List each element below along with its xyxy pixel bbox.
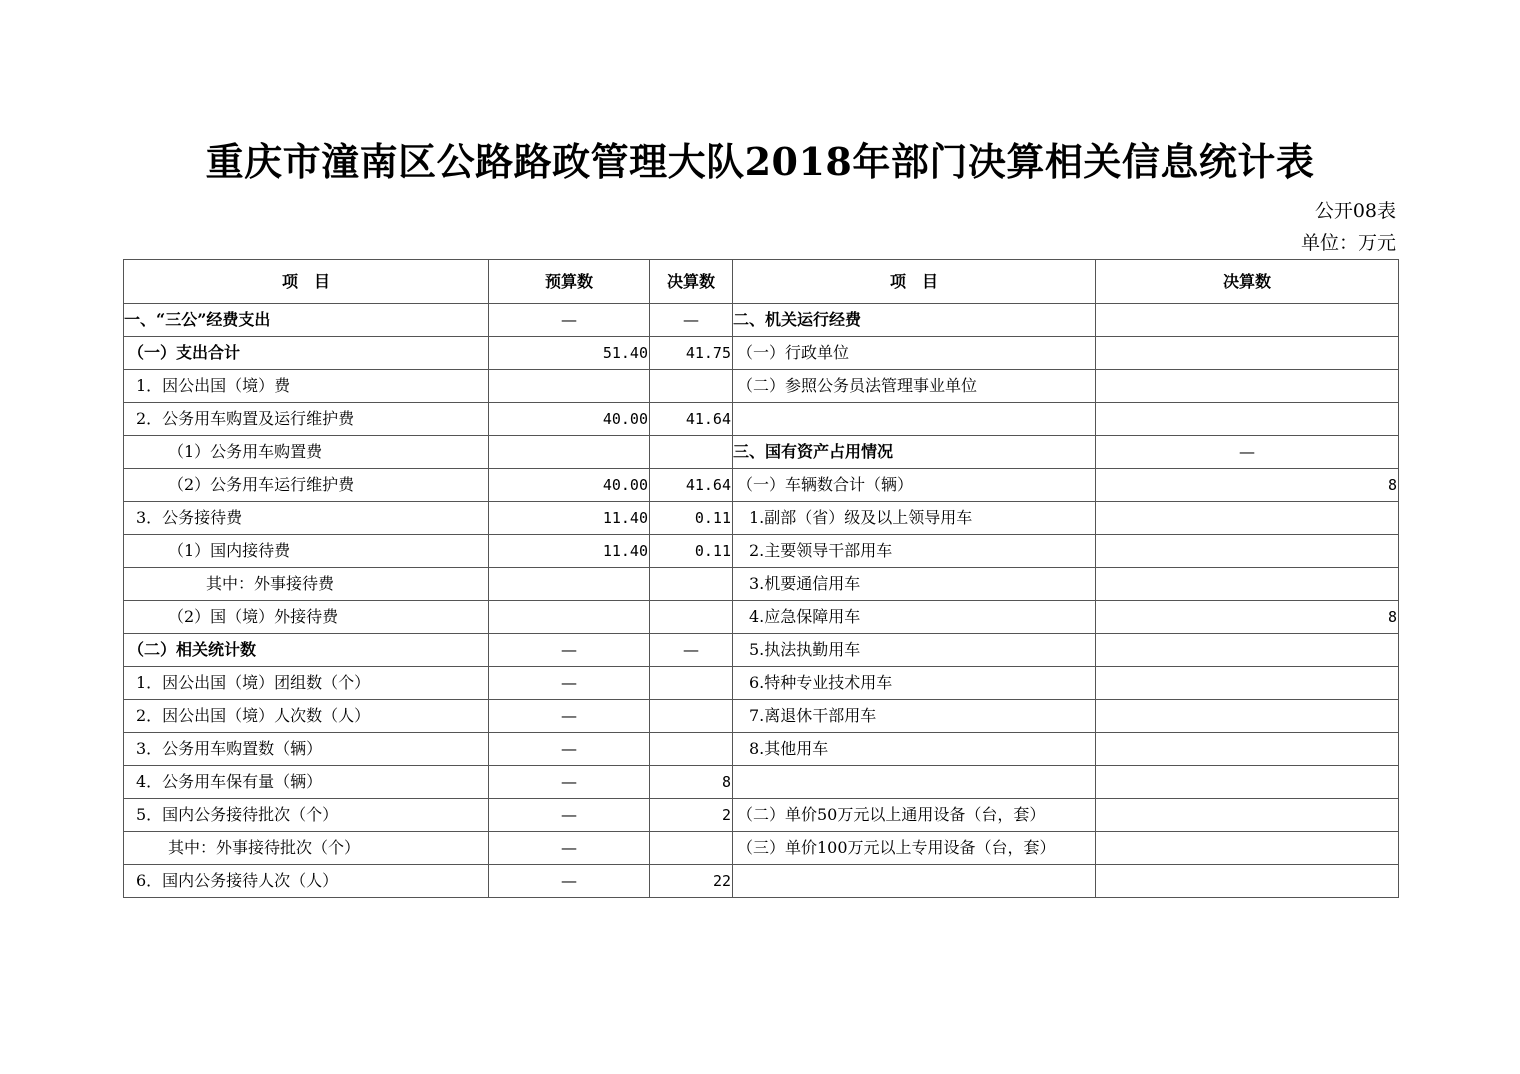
right-actual-cell: [1096, 766, 1399, 799]
table-row: [124, 832, 1399, 865]
left-item-cell: （2）国（境）外接待费: [124, 601, 489, 634]
right-item-cell: 1.副部（省）级及以上领导用车: [733, 502, 1096, 535]
left-item-cell: 3．公务接待费: [124, 502, 489, 535]
header-budget: 预算数: [489, 260, 650, 304]
right-actual-cell: —: [1096, 436, 1399, 469]
table-row: [124, 568, 1399, 601]
header-actual-left: 决算数: [650, 260, 733, 304]
budget-cell: 40.00: [489, 469, 650, 502]
budget-cell: —: [489, 733, 650, 766]
right-actual-cell: [1096, 667, 1399, 700]
budget-cell: —: [489, 304, 650, 337]
right-item-cell: [733, 766, 1096, 799]
table-row: [124, 304, 1399, 337]
budget-cell: 11.40: [489, 502, 650, 535]
table-row: [124, 667, 1399, 700]
actual-cell: [650, 568, 733, 601]
right-actual-cell: [1096, 634, 1399, 667]
budget-cell: [489, 568, 650, 601]
table-row: [124, 733, 1399, 766]
table-row: [124, 535, 1399, 568]
actual-cell: 0.11: [650, 502, 733, 535]
actual-cell: 41.64: [650, 469, 733, 502]
right-actual-cell: [1096, 403, 1399, 436]
left-item-cell: 5．国内公务接待批次（个）: [124, 799, 489, 832]
left-item-cell: （2）公务用车运行维护费: [124, 469, 489, 502]
right-actual-cell: [1096, 700, 1399, 733]
actual-cell: —: [650, 304, 733, 337]
header-actual-right: 决算数: [1096, 260, 1399, 304]
right-item-cell: 三、国有资产占用情况: [733, 436, 1096, 469]
budget-cell: —: [489, 865, 650, 898]
actual-cell: [650, 733, 733, 766]
budget-cell: 11.40: [489, 535, 650, 568]
table-row: [124, 799, 1399, 832]
budget-cell: —: [489, 799, 650, 832]
right-actual-cell: 8: [1096, 601, 1399, 634]
table-row: [124, 865, 1399, 898]
right-item-cell: （一）行政单位: [733, 337, 1096, 370]
actual-cell: 41.64: [650, 403, 733, 436]
right-item-cell: 2.主要领导干部用车: [733, 535, 1096, 568]
table-header-row: [124, 260, 1399, 304]
left-item-cell: 1．因公出国（境）团组数（个）: [124, 667, 489, 700]
right-actual-cell: [1096, 832, 1399, 865]
page-title: 重庆市潼南区公路路政管理大队2018年部门决算相关信息统计表: [205, 139, 1315, 184]
actual-cell: 41.75: [650, 337, 733, 370]
left-item-cell: 1．因公出国（境）费: [124, 370, 489, 403]
right-actual-cell: [1096, 337, 1399, 370]
budget-cell: —: [489, 766, 650, 799]
left-item-cell: （1）公务用车购置费: [124, 436, 489, 469]
right-item-cell: [733, 865, 1096, 898]
actual-cell: 22: [650, 865, 733, 898]
table-row: [124, 502, 1399, 535]
header-item-right: 项 目: [733, 260, 1096, 304]
right-item-cell: 4.应急保障用车: [733, 601, 1096, 634]
table-row: [124, 436, 1399, 469]
left-item-cell: 其中：外事接待费: [124, 568, 489, 601]
right-actual-cell: [1096, 502, 1399, 535]
budget-cell: [489, 601, 650, 634]
left-item-cell: （1）国内接待费: [124, 535, 489, 568]
actual-cell: —: [650, 634, 733, 667]
table-row: [124, 601, 1399, 634]
left-item-cell: 一、“三公”经费支出: [124, 304, 489, 337]
actual-cell: 2: [650, 799, 733, 832]
budget-cell: —: [489, 700, 650, 733]
actual-cell: 8: [650, 766, 733, 799]
left-item-cell: 3．公务用车购置数（辆）: [124, 733, 489, 766]
table-row: [124, 700, 1399, 733]
right-actual-cell: [1096, 370, 1399, 403]
left-item-cell: 4．公务用车保有量（辆）: [124, 766, 489, 799]
statistics-table: [123, 259, 1399, 898]
right-item-cell: 5.执法执勤用车: [733, 634, 1096, 667]
actual-cell: [650, 370, 733, 403]
actual-cell: [650, 832, 733, 865]
right-item-cell: 二、机关运行经费: [733, 304, 1096, 337]
budget-cell: [489, 436, 650, 469]
left-item-cell: 其中：外事接待批次（个）: [124, 832, 489, 865]
right-item-cell: （二）参照公务员法管理事业单位: [733, 370, 1096, 403]
right-actual-cell: [1096, 733, 1399, 766]
budget-cell: [489, 370, 650, 403]
budget-cell: 51.40: [489, 337, 650, 370]
right-actual-cell: [1096, 865, 1399, 898]
right-actual-cell: [1096, 304, 1399, 337]
right-item-cell: 7.离退休干部用车: [733, 700, 1096, 733]
right-item-cell: （一）车辆数合计（辆）: [733, 469, 1096, 502]
table-row: [124, 337, 1399, 370]
actual-cell: [650, 667, 733, 700]
left-item-cell: （二）相关统计数: [124, 634, 489, 667]
table-row: [124, 766, 1399, 799]
right-item-cell: 3.机要通信用车: [733, 568, 1096, 601]
left-item-cell: （一）支出合计: [124, 337, 489, 370]
header-item-left: 项 目: [124, 260, 489, 304]
table-row: [124, 634, 1399, 667]
right-item-cell: 6.特种专业技术用车: [733, 667, 1096, 700]
form-number: 公开08表: [1314, 200, 1396, 222]
right-actual-cell: 8: [1096, 469, 1399, 502]
right-actual-cell: [1096, 535, 1399, 568]
actual-cell: [650, 601, 733, 634]
table-row: [124, 469, 1399, 502]
actual-cell: [650, 700, 733, 733]
unit-label: 单位：万元: [1300, 232, 1396, 254]
budget-cell: —: [489, 634, 650, 667]
right-item-cell: （三）单价100万元以上专用设备（台，套）: [733, 832, 1096, 865]
actual-cell: 0.11: [650, 535, 733, 568]
table-row: [124, 370, 1399, 403]
budget-cell: —: [489, 832, 650, 865]
left-item-cell: 6．国内公务接待人次（人）: [124, 865, 489, 898]
actual-cell: [650, 436, 733, 469]
right-item-cell: 8.其他用车: [733, 733, 1096, 766]
right-item-cell: （二）单价50万元以上通用设备（台，套）: [733, 799, 1096, 832]
left-item-cell: 2．因公出国（境）人次数（人）: [124, 700, 489, 733]
table-row: [124, 403, 1399, 436]
right-actual-cell: [1096, 568, 1399, 601]
right-item-cell: [733, 403, 1096, 436]
budget-cell: —: [489, 667, 650, 700]
left-item-cell: 2．公务用车购置及运行维护费: [124, 403, 489, 436]
right-actual-cell: [1096, 799, 1399, 832]
budget-cell: 40.00: [489, 403, 650, 436]
